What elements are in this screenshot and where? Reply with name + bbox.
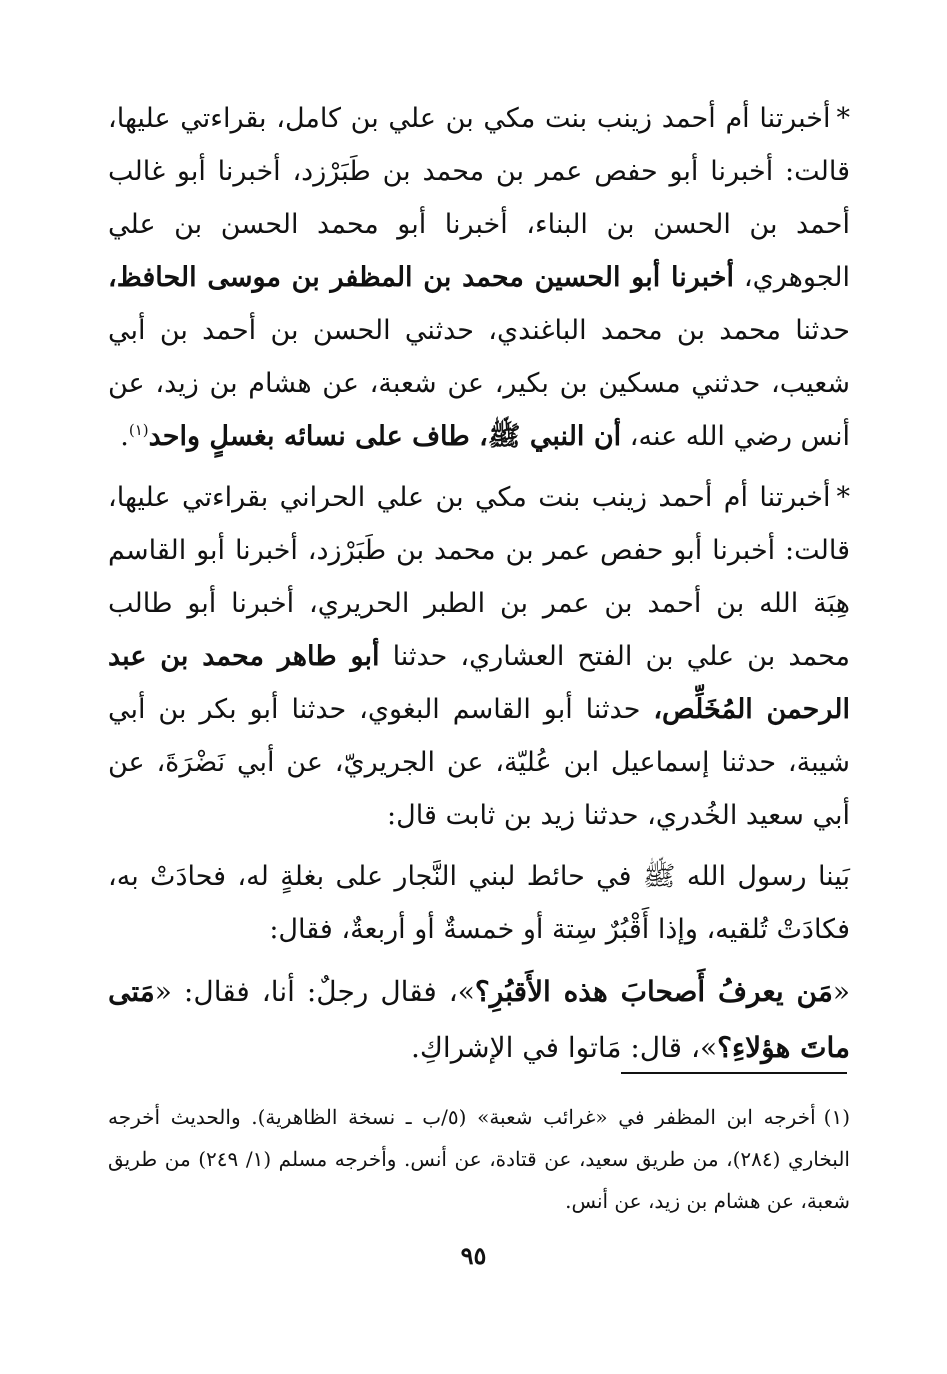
footnote: [108, 1096, 850, 1222]
page-body: [108, 92, 850, 1076]
quote-close: »: [699, 1031, 718, 1064]
paragraph-dialogue: [108, 964, 850, 1076]
paragraph-hadith-2: [108, 471, 850, 842]
isnad-bold: أبو طاهر محمد بن عبد الرحمن المُخَلِّص،: [108, 641, 850, 725]
quote-close: »: [457, 975, 475, 1008]
isnad-text: أخبرتنا أم أحمد زينب بنت مكي بن علي الحراني بقراءتي عليها، قالت: أخبرنا أبو حفص عمر بن محمد بن طَبَرْزد، أخبرنا أبو القاسم هِبَة الله بن أحمد بن عمر بن الطبر الحريري، أخبرنا أبو طالب محمد بن علي بن الفتح العشاري، حدثنا: [108, 482, 850, 672]
isnad-bold: أخبرنا أبو الحسين محمد بن المظفر بن موسى الحافظ،: [108, 262, 734, 293]
dialogue-text: ، قال: مَاتوا في الإشراكِ.: [410, 1031, 700, 1064]
isnad-text: حدثنا محمد بن محمد الباغندي، حدثني الحسن بن أحمد بن أبي شعيب، حدثني مسكين بن بكير، عن شعبة، عن هشام بن زيد، عن أنس رضي الله عنه،: [108, 315, 850, 452]
isnad-text: حدثنا أبو القاسم البغوي، حدثنا أبو بكر بن أبي شيبة، حدثنا إسماعيل ابن عُليّة، عن الجريريّ، عن أبي نَضْرَةَ، عن أبي سعيد الخُدري، حدثنا زيد بن ثابت قال:: [108, 694, 850, 831]
matn-bold: أن النبي ﷺ، طاف على نسائه بغسلٍ واحد: [148, 421, 622, 452]
dialogue-text: ، فقال رجلٌ: أنا، فقال:: [171, 975, 458, 1008]
paragraph-hadith-1: [108, 92, 850, 463]
quote-question-1: مَن يعرفُ أَصحابَ هذه الأَقبُرِ؟: [474, 975, 833, 1008]
quote-open: «: [154, 975, 172, 1008]
sentence-end: .: [120, 421, 129, 452]
quote-question-2: مَتى ماتَ هؤلاءِ؟: [108, 975, 850, 1064]
narration-text: بَينا رسول الله ﷺ في حائط لبني النَّجار على بغلةٍ له، فحادَتْ به، فكادَتْ تُلقيه، وإذا أَقْبُرٌ سِتة أو خمسةٌ أو أربعةٌ، فقال:: [108, 861, 850, 945]
footnote-separator: [621, 1072, 847, 1074]
paragraph-narration: [108, 850, 850, 956]
footnote-marker: (١): [823, 1105, 850, 1129]
isnad-text: أخبرتنا أم أحمد زينب بنت مكي بن علي بن كامل، بقراءتي عليها، قالت: أخبرنا أبو حفص عمر بن محمد بن طَبَرْزد، أخبرنا أبو غالب أحمد بن الحسن بن البناء، أخبرنا أبو محمد الحسن بن علي الجوهري،: [108, 103, 850, 293]
page-number: ٩٥: [460, 1241, 487, 1270]
asterisk-marker: *: [836, 103, 850, 134]
asterisk-marker: *: [836, 482, 850, 513]
footnote-reference[interactable]: (١): [128, 421, 149, 439]
quote-open: «: [832, 975, 851, 1008]
footnote-text: أخرجه ابن المظفر في «غرائب شعبة» (٥/ب ـ نسخة الظاهرية). والحديث أخرجه البخاري (٢٨٤)، من طريق سعيد، عن قتادة، عن أنس. وأخرجه مسلم (١/ ٢٤٩) من طريق شعبة، عن هشام بن زيد، عن أنس.: [108, 1105, 850, 1213]
